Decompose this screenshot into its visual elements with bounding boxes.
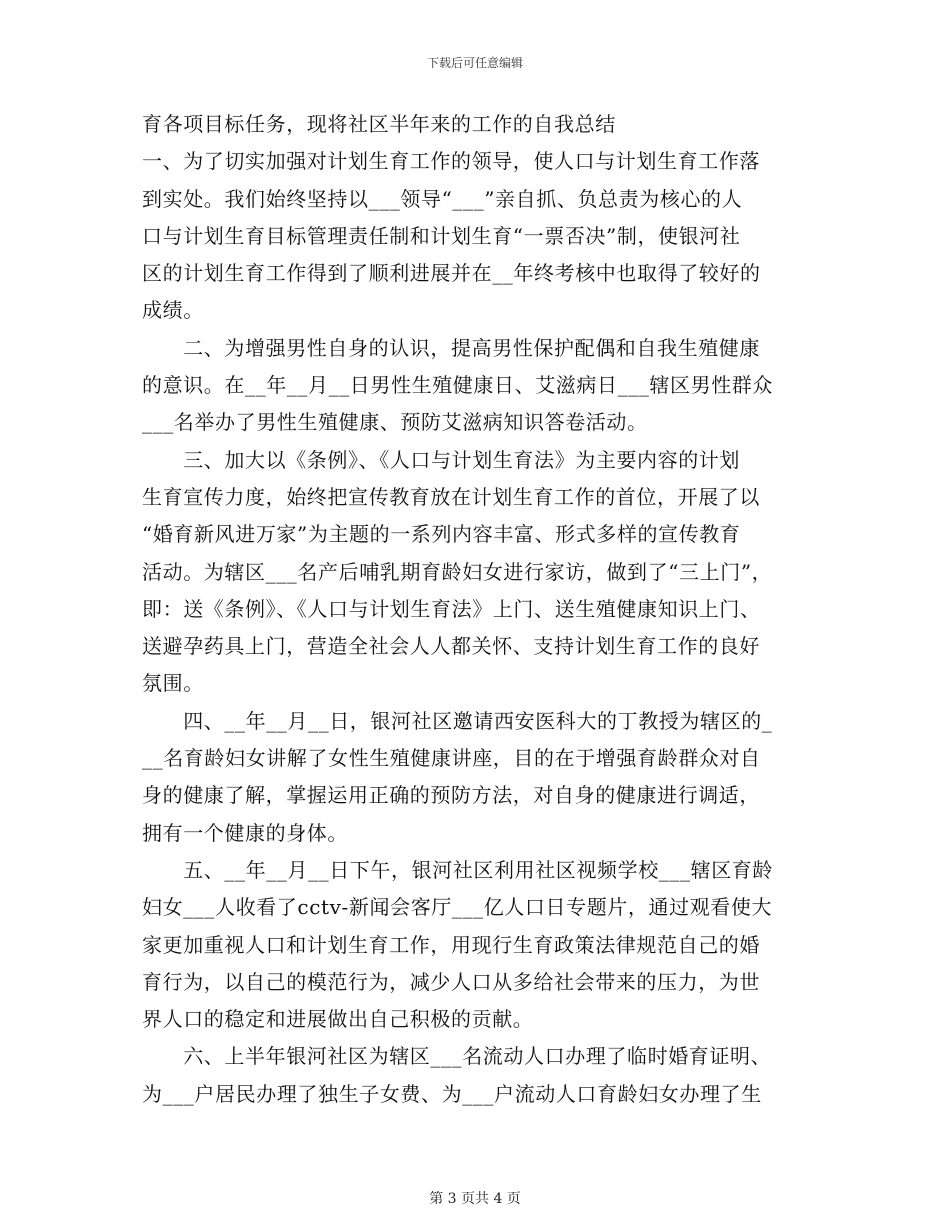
text-line: 身的健康了解，掌握运用正确的预防方法，对自身的健康进行调适， [142,783,760,808]
text-line: 到实处。我们始终坚持以___领导“___”亲自抓、负总责为核心的人 [142,186,743,211]
text-line: 五、__年__月__日下午，银河社区利用社区视频学校___辖区育龄 [142,857,773,882]
text-line: 六、上半年银河社区为辖区___名流动人口办理了临时婚育证明、 [142,1044,772,1069]
text-line: 口与计划生育目标管理责任制和计划生育“一票否决”制，使银河社 [142,223,741,248]
text-line: 活动。为辖区___名产后哺乳期育龄妇女进行家访，做到了“三上门”， [142,559,773,584]
text-line: 送避孕药具上门，营造全社会人人都关怀、支持计划生育工作的良好 [142,634,760,659]
text-line: 妇女___人收看了cctv-新闻会客厅___亿人口日专题片，通过观看使大 [142,895,773,920]
text-line: 家更加重视人口和计划生育工作，用现行生育政策法律规范自己的婚 [142,932,760,957]
text-line: 二、为增强男性自身的认识，提高男性保护配偶和自我生殖健康 [142,335,760,360]
text-line: “婚育新风进万家”为主题的一系列内容丰富、形式多样的宣传教育 [142,522,741,547]
text-line: 育行为，以自己的模范行为，减少人口从多给社会带来的压力，为世 [142,969,760,994]
text-line: ___名举办了男性生殖健康、预防艾滋病知识答卷活动。 [142,410,648,435]
text-line: 三、加大以《条例》、《人口与计划生育法》为主要内容的计划 [142,447,740,472]
text-line: 氛围。 [142,671,204,696]
text-line: 成绩。 [142,298,204,323]
text-line: 拥有一个健康的身体。 [142,820,348,845]
text-line: 即：送《条例》、《人口与计划生育法》上门、送生殖健康知识上门、 [142,596,761,621]
text-line: 区的计划生育工作得到了顺利进展并在__年终考核中也取得了较好的 [142,261,761,286]
text-line: 为___户居民办理了独生子女费、为___户流动人口育龄妇女办理了生 [142,1081,762,1106]
text-line: 生育宣传力度，始终把宣传教育放在计划生育工作的首位，开展了以 [142,484,760,509]
text-line: 育各项目标任务，现将社区半年来的工作的自我总结 [142,112,616,136]
page-header: 下载后可任意编辑 [426,56,523,70]
text-line: 界人口的稳定和进展做出自己积极的贡献。 [142,1007,534,1032]
document-body [142,106,814,1113]
text-line: 四、__年__月__日，银河社区邀请西安医科大的丁教授为辖区的_ [142,708,773,733]
text-line: __名育龄妇女讲解了女性生殖健康讲座，目的在于增强育龄群众对自 [142,746,761,771]
page-number: 第 3 页共 4 页 [429,1191,521,1207]
text-line: 一、为了切实加强对计划生育工作的领导，使人口与计划生育工作落 [142,149,760,174]
text-line: 的意识。在__年__月__日男性生殖健康日、艾滋病日___辖区男性群众 [142,373,773,398]
